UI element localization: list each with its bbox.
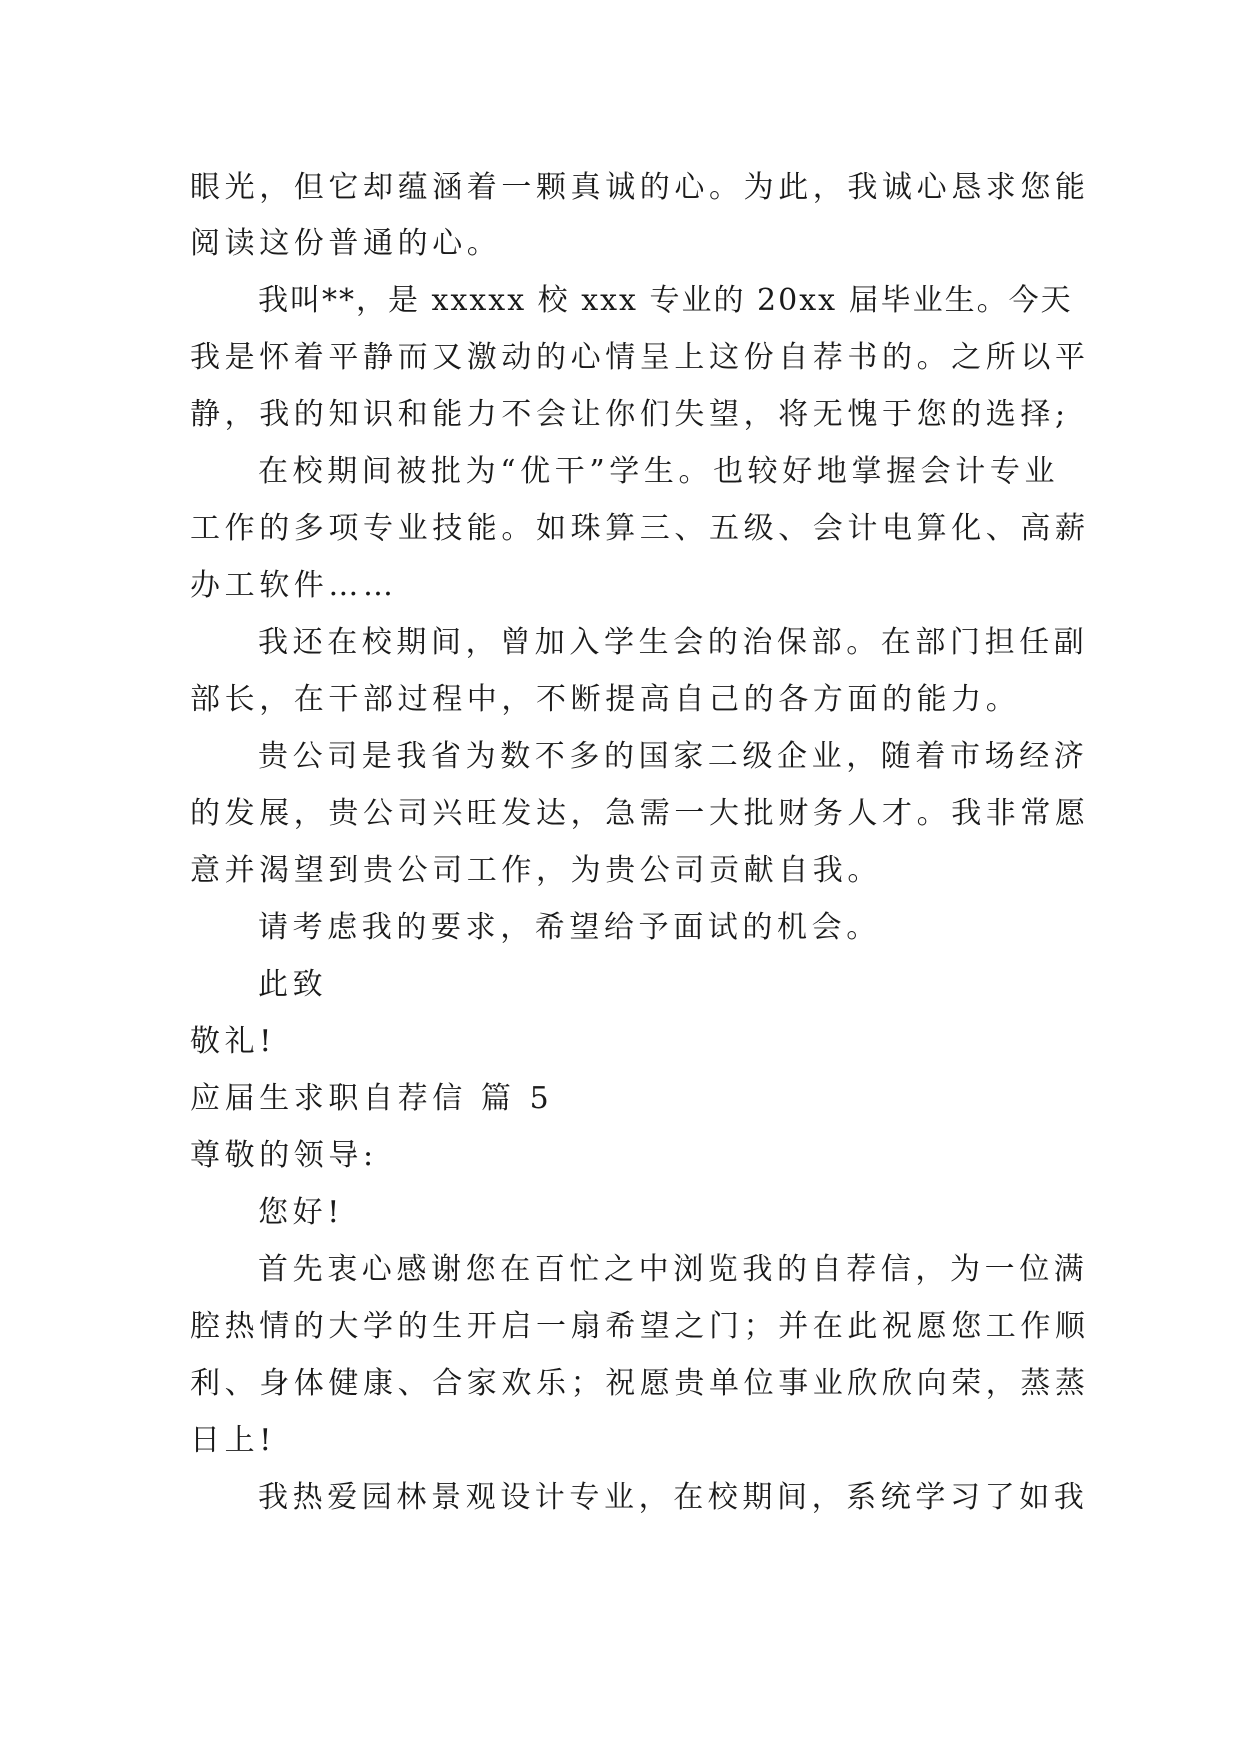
text-line: 腔热情的大学的生开启一扇希望之门；并在此祝愿您工作顺 — [190, 1309, 1090, 1344]
text-line: 首先衷心感谢您在百忙之中浏览我的自荐信，为一位满 — [258, 1252, 1089, 1287]
text-line: 的发展，贵公司兴旺发达，急需一大批财务人才。我非常愿 — [190, 796, 1090, 831]
text-line: 工作的多项专业技能。如珠算三、五级、会计电算化、高薪 — [190, 511, 1090, 546]
text-line: 我叫**，是 xxxxx 校 xxx 专业的 20xx 届毕业生。今天 — [258, 283, 1073, 318]
greeting: 您好! — [258, 1195, 344, 1230]
text-line: 此致 — [258, 967, 328, 1002]
text-line: 我热爱园林景观设计专业，在校期间，系统学习了如我 — [258, 1480, 1089, 1515]
text-line: 我还在校期间，曾加入学生会的治保部。在部门担任副 — [258, 625, 1089, 660]
text-line: 贵公司是我省为数不多的国家二级企业，随着市场经济 — [258, 739, 1089, 774]
text-line: 意并渴望到贵公司工作，为贵公司贡献自我。 — [190, 853, 882, 888]
salutation: 尊敬的领导: — [190, 1138, 378, 1173]
text-line: 我是怀着平静而又激动的心情呈上这份自荐书的。之所以平 — [190, 340, 1090, 375]
text-line: 办工软件…… — [190, 568, 398, 603]
text-line: 眼光，但它却蕴涵着一颗真诚的心。为此，我诚心恳求您能 — [190, 170, 1090, 205]
section-heading: 应届生求职自荐信 篇 5 — [190, 1081, 554, 1116]
text-line: 请考虑我的要求，希望给予面试的机会。 — [258, 910, 881, 945]
text-line: 部长，在干部过程中，不断提高自己的各方面的能力。 — [190, 682, 1021, 717]
text-line: 敬礼! — [190, 1024, 276, 1059]
text-line: 利、身体健康、合家欢乐；祝愿贵单位事业欣欣向荣，蒸蒸 — [190, 1366, 1090, 1401]
text-line: 日上! — [190, 1423, 276, 1458]
text-line: 阅读这份普通的心。 — [190, 226, 502, 261]
text-line: 在校期间被批为“优干”学生。也较好地掌握会计专业 — [258, 454, 1060, 489]
text-line: 静，我的知识和能力不会让你们失望，将无愧于您的选择; — [190, 397, 1070, 432]
